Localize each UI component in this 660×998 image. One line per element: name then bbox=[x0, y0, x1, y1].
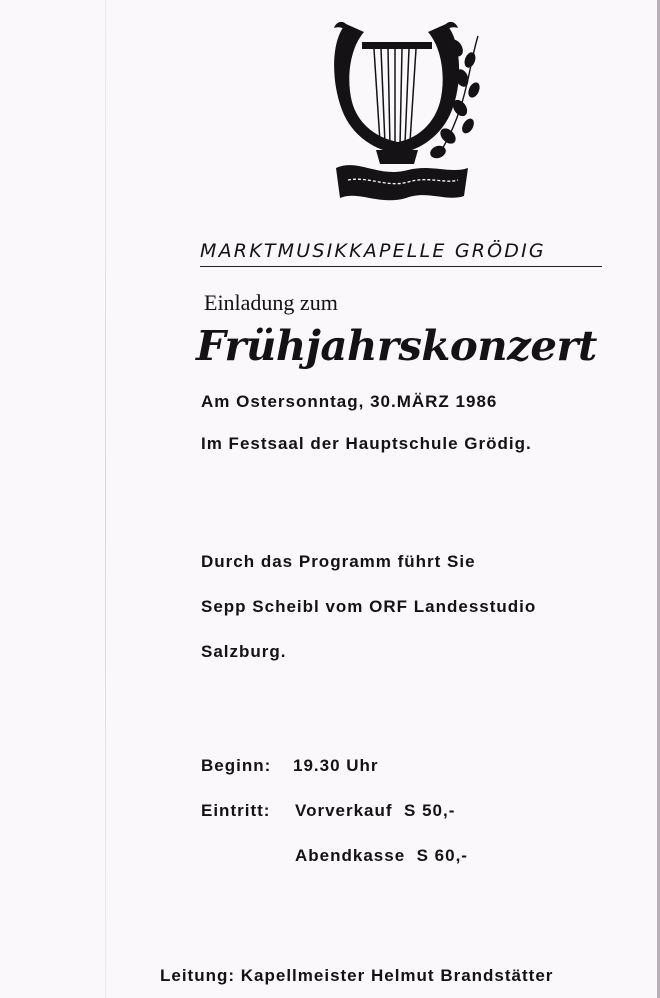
presenter-line-3: Salzburg. bbox=[201, 642, 287, 661]
event-date: Am Ostersonntag, 30.MÄRZ 1986 bbox=[201, 392, 498, 411]
paper-fold-line bbox=[105, 0, 106, 998]
entry-label: Eintritt: bbox=[201, 801, 271, 820]
invitation-text: Einladung zum bbox=[204, 290, 338, 315]
conductor-line: Leitung: Kapellmeister Helmut Brandstätter bbox=[160, 966, 554, 985]
lyre-icon bbox=[328, 18, 486, 213]
presale-price: Vorverkauf S 50,- bbox=[295, 801, 456, 820]
band-name: MARKTMUSIKKAPELLE GRÖDIG bbox=[200, 240, 602, 267]
presenter-line-2: Sepp Scheibl vom ORF Landesstudio bbox=[201, 597, 537, 616]
concert-title: Frühjahrskonzert bbox=[196, 322, 597, 370]
event-venue: Im Festsaal der Hauptschule Grödig. bbox=[201, 434, 532, 453]
presenter-line-1: Durch das Programm führt Sie bbox=[201, 552, 476, 571]
begin-label: Beginn: bbox=[201, 756, 272, 775]
begin-time: 19.30 Uhr bbox=[293, 756, 379, 775]
box-office-price: Abendkasse S 60,- bbox=[295, 846, 468, 865]
